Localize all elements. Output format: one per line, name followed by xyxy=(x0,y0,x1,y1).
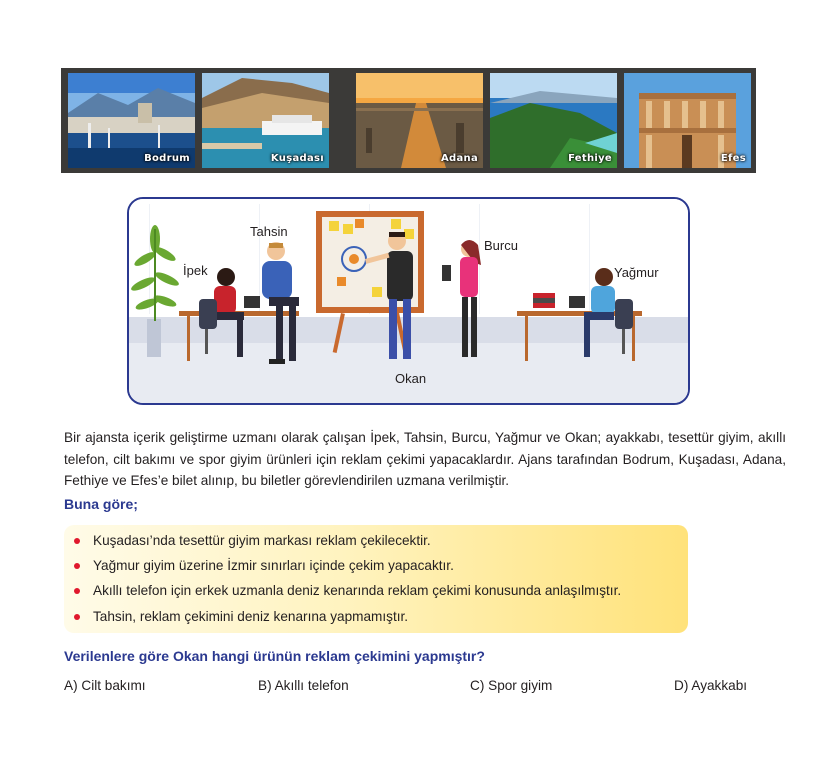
office-illustration xyxy=(127,197,690,405)
photo-efes xyxy=(624,73,751,168)
bullet-icon xyxy=(74,588,80,594)
option-b[interactable]: B) Akıllı telefon xyxy=(258,678,349,693)
photo-kusadasi xyxy=(202,73,329,168)
bullet-icon xyxy=(74,614,80,620)
photo-label: Fethiye xyxy=(568,153,612,164)
clue-text: Akıllı telefon için erkek uzmanla deniz kenarında reklam çekimi konusunda anlaşılmıştır. xyxy=(93,583,622,598)
option-d[interactable]: D) Ayakkabı xyxy=(674,678,748,693)
clue-text: Tahsin, reklam çekimini deniz kenarına yapmamıştır. xyxy=(93,609,409,624)
clues-box xyxy=(64,525,688,633)
problem-paragraph: Bir ajansta içerik geliştirme uzmanı olarak çalışan İpek, Tahsin, Burcu, Yağmur ve Okan; ayakkabı, tesettür giyim, akıllı telefon, cilt bakımı ve spor giyim ürünleri için reklam çekimi yapacaklardır. Ajans tarafından Bodrum, Kuşadası, Adana, Fethiye ve Efes’e bilet alınıp, bu biletler görevlendirilen uzmana verilmiştir. xyxy=(64,430,786,488)
photo-label: Bodrum xyxy=(144,153,190,164)
photo-fethiye xyxy=(490,73,617,168)
person-label-burcu: Burcu xyxy=(484,238,518,253)
clue-item xyxy=(74,583,621,598)
person-label-okan: Okan xyxy=(395,371,427,386)
clue-item xyxy=(74,609,408,624)
photo-label: Efes xyxy=(720,153,746,164)
clue-text: Yağmur giyim üzerine İzmir sınırları içinde çekim yapacaktır. xyxy=(93,558,454,573)
option-c[interactable]: C) Spor giyim xyxy=(470,678,553,693)
photo-adana xyxy=(356,73,483,168)
bullet-icon xyxy=(74,538,80,544)
question-text: Verilenlere göre Okan hangi ürünün reklam çekimini yapmıştır? xyxy=(64,648,485,664)
clue-text: Kuşadası’nda tesettür giyim markası reklam çekilecektir. xyxy=(93,533,431,548)
destination-photo-strip xyxy=(61,68,756,173)
person-label-ipek: İpek xyxy=(183,263,208,278)
bullet-icon xyxy=(74,563,80,569)
option-a[interactable]: A) Cilt bakımı xyxy=(64,678,146,693)
clue-item xyxy=(74,533,431,548)
person-label-tahsin: Tahsin xyxy=(250,224,288,239)
photo-bodrum xyxy=(68,73,195,168)
clue-item xyxy=(74,558,454,573)
person-label-yagmur: Yağmur xyxy=(614,265,659,280)
buna-gore-heading: Buna göre; xyxy=(64,496,138,512)
photo-label: Kuşadası xyxy=(270,153,324,164)
photo-label: Adana xyxy=(440,153,478,164)
